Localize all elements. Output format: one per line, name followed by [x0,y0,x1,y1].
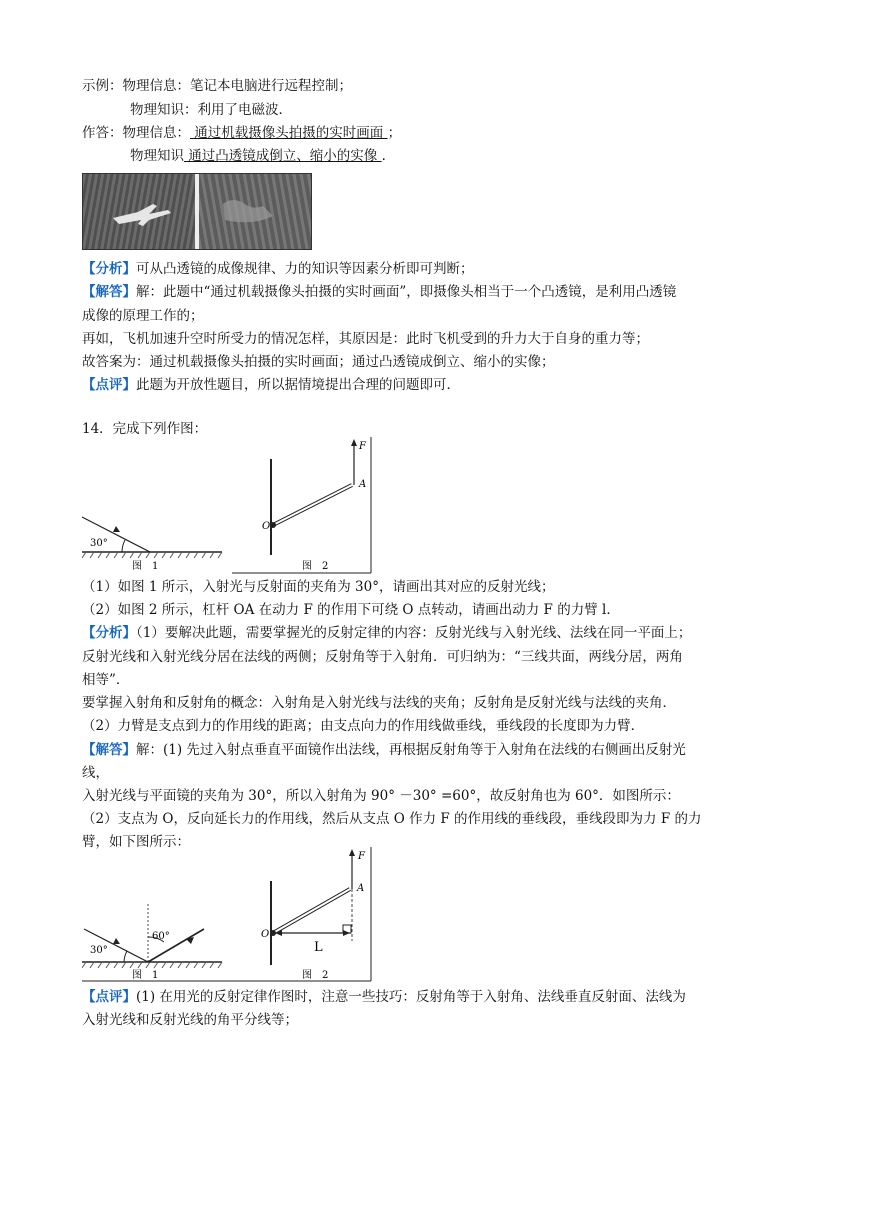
q13-comment [82,376,460,394]
q14-analysis-5: （2）力臂是支点到力的作用线的距离；由支点向力的作用线做垂线，垂线段的长度即为力臂． [82,718,645,734]
answer-line-1-suffix: ； [387,125,402,141]
q14-analysis-4: 要掌握入射角和反射角的概念：入射角是入射光线与法线的夹角；反射角是反射光线与法线的夹角． [82,695,676,711]
sol-fig2-label-o: O [261,929,270,940]
q14-answer-5: 臂，如下图所示： [82,834,190,850]
sol-fig1-caption: 图 1 [132,970,159,981]
fig1-mirror-diagram [82,517,222,572]
q14-analysis-1 [82,624,691,642]
sol-fig2-label-l: L [314,940,323,955]
example-line-1: 示例：物理信息：笔记本电脑进行远程控制； [82,78,352,94]
fig1-caption: 图 1 [132,561,159,572]
fig2-label-f: F [359,441,366,452]
q14-answer-3: 入射光线与平面镜的夹角为 30°，所以入射角为 90° －30° =60°，故反射角也为 60°．如图所示： [82,788,680,804]
q14-answer-2: 线， [82,765,109,781]
q14-analysis-2: 反射光线和入射光线分居在法线的两侧；反射角等于入射角．可归纳为：“三线共面，两线分居，两角 [82,649,683,665]
q14-title: 14．完成下列作图： [82,421,208,437]
q14-answer-1 [82,741,686,759]
q14-comment-tag: 【点评】 [82,989,136,1005]
q13-answer-2: 成像的原理工作的； [82,308,204,324]
answer-line-1 [82,124,401,142]
answer-line-2-prefix: 物理知识 [130,148,184,164]
fig1-angle-arc [122,540,125,552]
fig2-label-o: O [262,521,271,532]
sol-fig2-label-a: A [357,883,365,894]
plane-icon [83,174,311,249]
aerial-photo [82,173,312,250]
q14-comment-2: 入射光线和反射光线的角平分线等； [82,1012,298,1028]
q13-comment-text: 此题为开放性题目，所以据情境提出合理的问题即可． [136,377,460,393]
fig2-force-arrow-icon [351,439,357,446]
fig1-arrow-icon [113,526,120,532]
q14-answer-tag: 【解答】 [82,742,136,758]
q14-answer-text-1: 解：(1) 先过入射点垂直平面镜作出法线，再根据反射角等于入射角在法线的右侧画出反射光 [136,742,686,758]
q14-part-2: （2）如图 2 所示，杠杆 OA 在动力 F 的作用下可绕 O 点转动，请画出动力 F 的力臂 l． [82,602,620,618]
q13-analysis [82,260,474,278]
q14-part-1: （1）如图 1 所示，入射光与反射面的夹角为 30°，请画出其对应的反射光线； [82,579,555,595]
fig2-pivot [270,522,276,528]
q14-comment-text-1: (1) 在用光的反射定律作图时，注意一些技巧：反射角等于入射角、法线垂直反射面、法线为 [136,989,686,1005]
answer-tag: 【解答】 [82,284,136,300]
q13-answer-1 [82,283,676,301]
sol-fig1-diagram [82,902,222,981]
sol-fig1-hatch [82,962,222,968]
q14-analysis-tag: 【分析】 [82,625,136,641]
fig2-lever-inner [273,485,352,525]
sol-fig2-caption: 图 2 [302,970,329,981]
fig2-caption: 图 2 [302,561,329,572]
q14-solution-figures [82,847,377,985]
sol-fig1-angle-30: 30° [90,945,108,956]
fig1-angle-label: 30° [90,538,108,549]
sol-fig2-force-arrow-icon [349,849,355,856]
sol-fig1-incident-arrow-icon [113,938,120,944]
fig2-lever-diagram [232,437,371,573]
q14-analysis-3: 相等”． [82,672,130,688]
q14-comment-1 [82,988,686,1006]
sol-fig1-arc-30 [124,951,127,962]
answer-info: 通过机载摄像头拍摄的实时画面 [190,125,388,141]
q13-answer-text-1: 解：此题中“通过机载摄像头拍摄的实时画面”，即摄像头相当于一个凸透镜，是利用凸透镜 [136,284,677,300]
q13-answer-4: 故答案为：通过机载摄像头拍摄的实时画面；通过凸透镜成倒立、缩小的实像； [82,354,555,370]
sol-fig2-diagram [82,847,371,981]
fig2-label-a: A [359,479,367,490]
q14-problem-figures [82,437,377,577]
answer-knowledge: 通过凸透镜成倒立、缩小的实像 [184,148,382,164]
comment-tag: 【点评】 [82,377,136,393]
answer-line-1-prefix: 作答：物理信息： [82,125,190,141]
fig1-hatch [82,552,222,558]
analysis-tag: 【分析】 [82,261,136,277]
q13-analysis-text: 可从凸透镜的成像规律、力的知识等因素分析即可判断； [136,261,474,277]
example-line-2: 物理知识：利用了电磁波． [130,102,292,118]
sol-fig1-angle-60: 60° [152,931,170,942]
answer-line-2-suffix: ． [381,148,396,164]
q13-answer-3: 再如，飞机加速升空时所受力的情况怎样，其原因是：此时飞机受到的升力大于自身的重力等； [82,331,649,347]
answer-line-2 [130,147,395,165]
sol-fig2-lever-inner [273,889,350,933]
q14-answer-4: （2）支点为 O，反向延长力的作用线，然后从支点 O 作力 F 的作用线的垂线段，垂线段即为力 F 的力 [82,811,702,827]
sol-fig2-label-f: F [358,851,365,862]
q14-analysis-text-1: （1）要解决此题，需要掌握光的反射定律的内容：反射光线与入射光线、法线在同一平面上； [136,625,692,641]
